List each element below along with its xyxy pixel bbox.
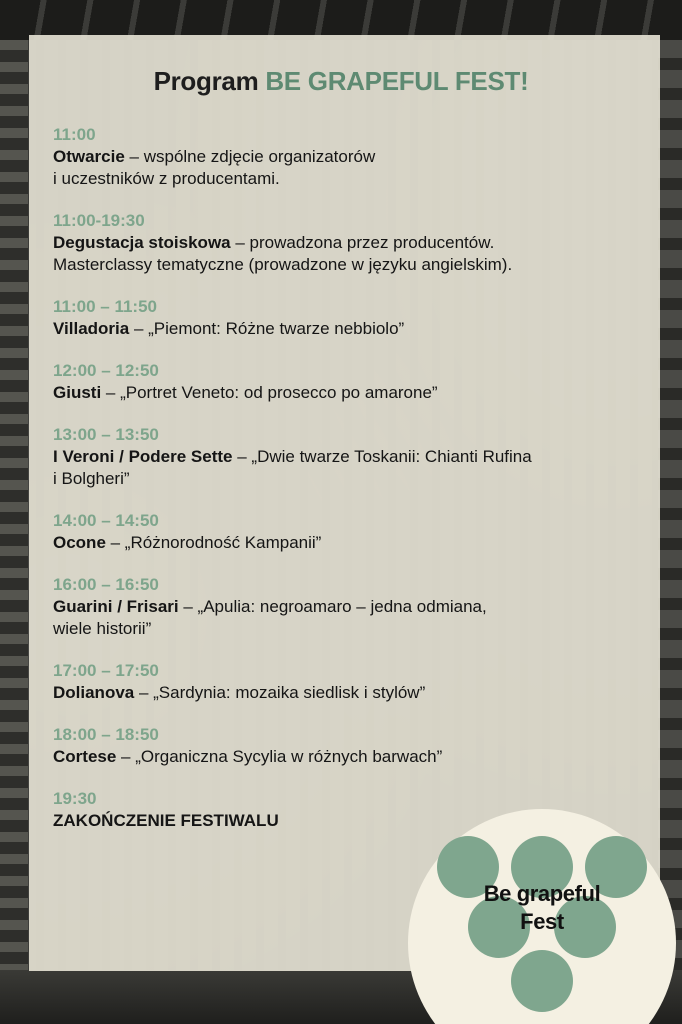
schedule-time: 17:00 – 17:50 [53,661,159,680]
schedule-text: – „Portret Veneto: od prosecco po amarone” [101,383,438,402]
schedule-name: Giusti [53,383,102,402]
schedule-name: Ocone [53,533,106,552]
schedule-item [53,510,643,554]
schedule-description [53,146,643,190]
schedule-time: 19:30 [53,789,97,808]
logo-text [408,880,676,936]
schedule-item [53,660,643,704]
schedule-time: 18:00 – 18:50 [53,725,159,744]
schedule-name: I Veroni / Podere Sette [53,447,233,466]
logo-line-2: Fest [520,909,564,934]
schedule-description [53,596,643,640]
schedule-description [53,318,643,340]
grape-circle [511,950,573,1012]
title-prefix: Program [153,66,259,96]
schedule-text: – wspólne zdjęcie organizatorów i uczestników z producentami. [53,147,376,188]
schedule-item [53,360,643,404]
schedule-description [53,382,643,404]
schedule-text: – „Piemont: Różne twarze nebbiolo” [129,319,405,338]
schedule-time: 11:00 [53,125,96,144]
schedule-name: ZAKOŃCZENIE FESTIWALU [53,811,279,830]
schedule-time: 11:00-19:30 [53,211,145,230]
schedule-name: Villadoria [53,319,130,338]
schedule-text: – „Różnorodność Kampanii” [105,533,322,552]
schedule-item [53,296,643,340]
schedule-item [53,424,643,490]
schedule-description [53,532,643,554]
schedule-item [53,574,643,640]
background-shelf-right [658,40,682,1024]
schedule-text: – „Sardynia: mozaika siedlisk i stylów” [134,683,426,702]
schedule-text: – „Dwie twarze Toskanii: Chianti Rufina i Bolgheri” [53,447,532,488]
schedule-name: Degustacja stoiskowa [53,233,231,252]
title-brand: BE GRAPEFUL FEST! [265,66,529,96]
schedule-item [53,724,643,768]
schedule-text: – prowadzona przez producentów. Masterclassy tematyczne (prowadzone w języku angielskim). [53,233,513,274]
schedule-item [53,124,643,190]
schedule-text: – „Organiczna Sycylia w różnych barwach” [116,747,443,766]
background-shelf-left [0,40,28,1024]
schedule-name: Guarini / Frisari [53,597,179,616]
schedule-description [53,232,643,276]
schedule-item [53,210,643,276]
schedule-text: – „Apulia: negroamaro – jedna odmiana, wiele historii” [53,597,487,638]
schedule-list [53,124,643,852]
schedule-description [53,746,643,768]
schedule-description [53,682,643,704]
schedule-name: Cortese [53,747,117,766]
schedule-time: 12:00 – 12:50 [53,361,159,380]
schedule-time: 14:00 – 14:50 [53,511,159,530]
schedule-time: 13:00 – 13:50 [53,425,159,444]
schedule-time: 16:00 – 16:50 [53,575,159,594]
schedule-time: 11:00 – 11:50 [53,297,157,316]
page-title [0,66,682,97]
schedule-name: Otwarcie [53,147,125,166]
logo-line-1: Be grapeful [483,881,601,906]
schedule-description [53,446,643,490]
background-ceiling [0,0,682,40]
schedule-name: Dolianova [53,683,135,702]
